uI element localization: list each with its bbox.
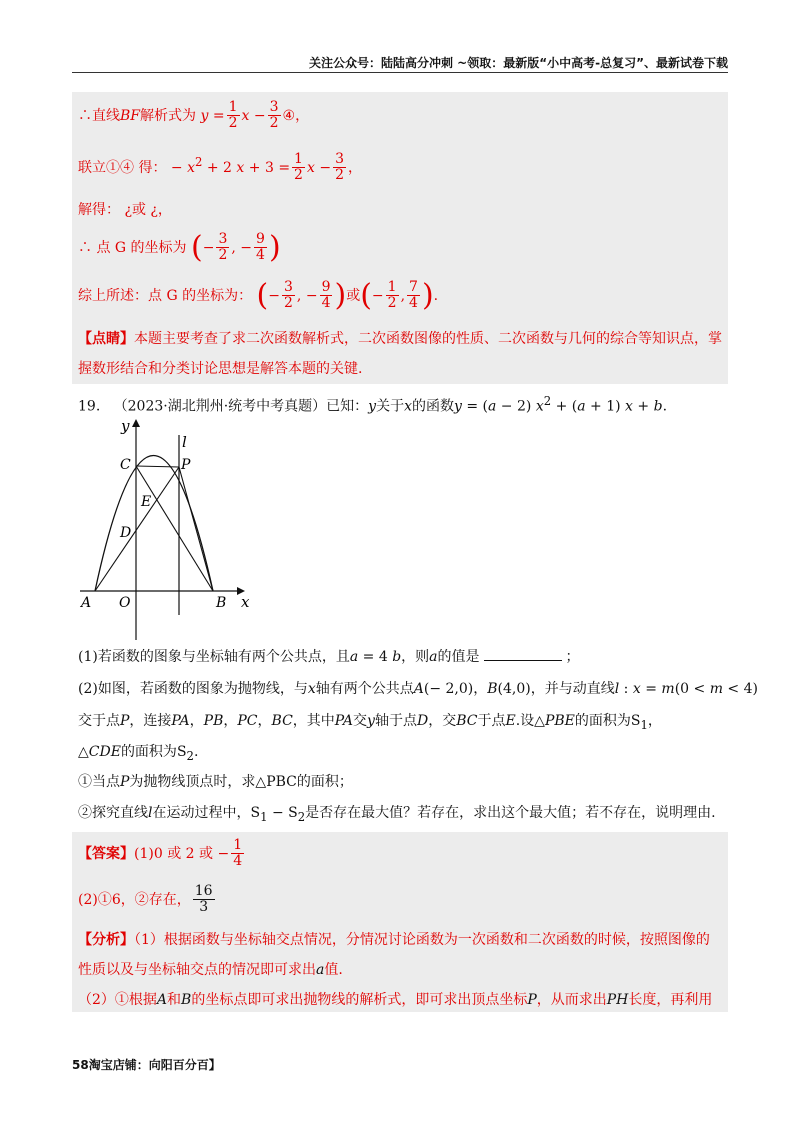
header-rule: [72, 72, 728, 73]
answer-blank[interactable]: [484, 660, 562, 661]
analysis-line-3: （2）①根据A和B的坐标点即可求出抛物线的解析式，即可求出顶点坐标P，从而求出PH长度，再利用: [78, 992, 713, 1008]
label-C: C: [120, 457, 131, 473]
solution-line-4: ∴ 点 G 的坐标为 (− $\frac{3}{2}$ , − $\frac{9}{4}$ ): [78, 229, 281, 265]
page-number: 58: [72, 1058, 89, 1072]
label-x: x: [241, 593, 250, 611]
part-2-line-3: △CDE的面积为$S_2$.: [78, 744, 199, 763]
label-y: y: [121, 417, 130, 435]
segment-BC: [136, 466, 213, 591]
solution-line-2: 联立①④ 得： − $x^2 + 2$ x + 3 = $\frac{1}{2}$ x − $\frac{3}{2}$ ，: [78, 151, 362, 184]
solution-line-1: ∴直线BF解析式为 y = $\frac{1}{2}$ x − $\frac{3}{2}$ ④，: [78, 99, 310, 132]
y-axis-arrow: [132, 419, 140, 427]
segment-PA: [95, 467, 179, 591]
label-B: B: [216, 595, 227, 611]
comment-line-2: 握数形结合和分类讨论思想是解答本题的关键.: [78, 361, 363, 377]
analysis-line-1: 【分析】（1）根据函数与坐标轴交点情况，分情况讨论函数为一次函数和二次函数的时候，按照图像的: [78, 932, 710, 948]
sub-question-2: ②探究直线l在运动过程中，$S_1 - S_2$是否存在最大值？若存在，求出这个最大值；若不存在，说明理由.: [78, 805, 716, 824]
answer-line-1: 【答案】(1)0 或 2 或 − $\frac{1}{4}$: [78, 837, 243, 870]
label-A: A: [81, 595, 92, 611]
segment-PB: [179, 467, 213, 591]
part-1: (1)若函数的图象与坐标轴有两个公共点，且a = 4 b，则a的值是 ；: [78, 649, 580, 665]
label-l: l: [182, 433, 187, 451]
sub-question-1: ①当点P为抛物线顶点时，求△PBC的面积；: [78, 774, 353, 790]
question-stem: 19. （2023·湖北荆州·统考中考真题）已知：y关于x的函数y = (a − 2) $x^2 + (a + 1) x + b$.: [78, 394, 668, 415]
label-P: P: [181, 457, 191, 473]
solution-line-5: 综上所述：点 G 的坐标为： (− $\frac{3}{2}$ , − $\frac{9}{4}$ )或(− $\frac{1}{2}$ , $\frac{7}{4}$ ).: [78, 277, 439, 313]
label-D: D: [120, 525, 132, 541]
answer-line-2: (2)①6，②存在， $\frac{16}{3}$: [78, 883, 213, 916]
parabola-figure: [75, 415, 255, 645]
solution-line-3: 解得： ¿或 ¿，: [78, 202, 172, 218]
page-footer: 58淘宝店铺：向阳百分百】: [72, 1058, 221, 1072]
comment-line-1: 【点睛】本题主要考查了求二次函数解析式，二次函数图像的性质、二次函数与几何的综合等知识点，掌: [78, 331, 722, 347]
page-header: 关注公众号：陆陆高分冲刺 ~领取：最新版“小中高考-总复习”、最新试卷下载: [309, 56, 728, 70]
part-2-line-1: (2)如图，若函数的图象为抛物线，与x轴有两个公共点A(− 2,0)，B(4,0)，并与动直线l : x = m(0 < m < 4): [78, 681, 758, 697]
analysis-line-2: 性质以及与坐标轴交点的情况即可求出a值.: [78, 962, 343, 978]
label-E: E: [141, 494, 152, 510]
parabola: [95, 456, 213, 592]
label-O: O: [119, 595, 131, 611]
segment-PC: [136, 466, 179, 467]
part-2-line-2: 交于点P，连接PA，PB，PC，BC，其中PA交y轴于点D，交BC于点E.设△PBE的面积为$S_1$，: [78, 713, 662, 732]
